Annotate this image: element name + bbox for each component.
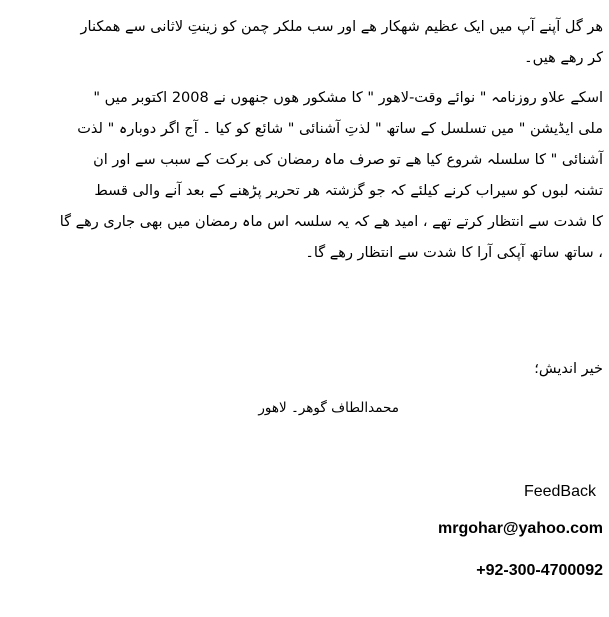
contact-email: mrgohar@yahoo.com [438, 520, 603, 537]
text-line: ملی ایڈیشن " میں تسلسل کے ساتھ " لذتِ آشنائی " شائع کو کیا ۔ آج اگر دوبارہ " لذت [77, 121, 603, 137]
text-line: ھر گل آپنے آپ میں ایک عظیم شھکار ھے اور سب ملکر چمن کو زینتِ لاثانی سے ھمکنار [80, 19, 603, 35]
text-line: اسکے علاو روزنامہ " نوائے وقت-لاھور " کا مشکور ھوں جنھوں نے 2008 اکتوبر میں " [93, 90, 603, 106]
text-line: ، ساتھ ساتھ آپکی آرا کا شدت سے انتظار رھے گا۔ [305, 245, 603, 261]
acknowledgement-paragraph [60, 83, 603, 269]
author-signature: محمدالطاف گوھر۔ لاھور [258, 400, 399, 416]
text-line: تشنہ لبوں کو سیراب کرنے کیلئے کہ جو گزشتہ ھر تحریر پڑھنے کے بعد آنے والی قسط [94, 183, 603, 199]
feedback-label: FeedBack [523, 483, 596, 500]
contact-phone: +92-300-4700092 [476, 562, 603, 579]
text-line: کا شدت سے انتظار کرتے تھے ، امید ھے کہ یہ سلسہ اس ماہ رمضان میں بھی جاری رھے گا [59, 214, 603, 230]
intro-paragraph [81, 12, 603, 74]
text-line: کر رھے ھیں۔ [524, 50, 603, 66]
text-line: آشنائی " کا سلسلہ شروع کیا ھے تو صرف ماہ رمضان کی برکت کے سبب سے اور ان [93, 152, 603, 168]
closing-salutation: خیر اندیش؛ [534, 361, 603, 377]
